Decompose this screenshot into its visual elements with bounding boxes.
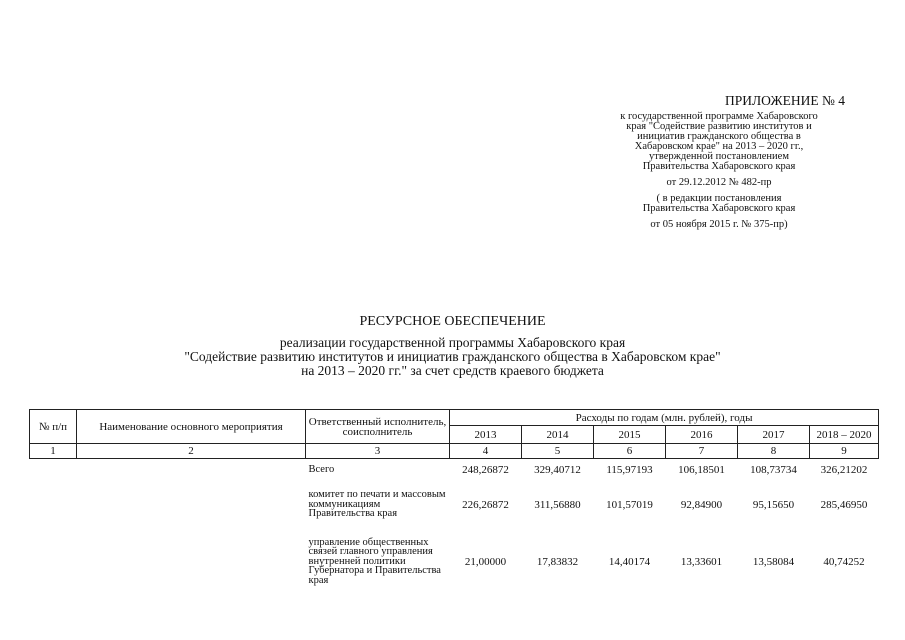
executor-cell: управление общественных связей главного управления внутренней политики Губернатора и Правительства края xyxy=(308,536,441,586)
index-row xyxy=(30,444,879,459)
value-cell: 21,00000 xyxy=(464,555,507,568)
edition-date: от 05 ноября 2015 г. № 375-пр) xyxy=(650,219,788,230)
executor-cell: комитет по печати и массовым коммуникациям Правительства края xyxy=(308,489,446,520)
value-cell: 13,33601 xyxy=(680,555,723,568)
appendix-line: инициатив гражданского общества в xyxy=(637,131,801,142)
value-cell: 108,73734 xyxy=(750,463,797,476)
subtitle-line: реализации государственной программы Хабаровского края xyxy=(279,335,626,350)
index-cell: 7 xyxy=(666,444,738,459)
header-year: 2013 xyxy=(450,426,522,444)
value-cell: 92,84900 xyxy=(680,498,723,511)
value-cell: 226,26872 xyxy=(462,498,509,511)
value-cell: 106,18501 xyxy=(678,463,725,476)
index-cell: 8 xyxy=(738,444,810,459)
index-cell: 9 xyxy=(810,444,879,459)
index-cell: 5 xyxy=(522,444,594,459)
subtitle-line: на 2013 – 2020 гг." за счет средств краевого бюджета xyxy=(301,363,604,378)
value-cell: 285,46950 xyxy=(820,498,868,511)
value-cell: 115,97193 xyxy=(606,463,653,476)
appendix-line: утвержденной постановлением xyxy=(649,151,789,162)
value-cell: 14,40174 xyxy=(608,555,651,568)
executor-cell: Всего xyxy=(308,464,335,475)
appendix-line: к государственной программе Хабаровского xyxy=(620,111,818,122)
appendix-date: от 29.12.2012 № 482-пр xyxy=(666,177,772,188)
appendix-line: Хабаровском крае" на 2013 – 2020 гг., xyxy=(634,141,804,152)
value-cell: 326,21202 xyxy=(820,463,868,476)
value-cell: 101,57019 xyxy=(606,498,653,511)
value-cell: 329,40712 xyxy=(534,463,581,476)
header-year: 2016 xyxy=(666,426,738,444)
header-executor: Ответственный исполнитель, соисполнитель xyxy=(306,410,450,444)
value-cell: 17,83832 xyxy=(536,555,579,568)
index-cell: 1 xyxy=(30,444,77,459)
table-row xyxy=(30,529,879,595)
document-title: РЕСУРСНОЕ ОБЕСПЕЧЕНИЕ xyxy=(359,314,546,329)
appendix-title: ПРИЛОЖЕНИЕ № 4 xyxy=(724,93,845,108)
subtitle-line: "Содействие развитию институтов и инициатив гражданского общества в Хабаровском крае" xyxy=(184,349,721,364)
index-cell: 3 xyxy=(306,444,450,459)
index-cell: 6 xyxy=(594,444,666,459)
table-row xyxy=(30,459,879,481)
value-cell: 95,15650 xyxy=(752,498,795,511)
value-cell: 248,26872 xyxy=(462,463,509,476)
resource-table xyxy=(29,409,879,595)
edition-line: ( в редакции постановления xyxy=(656,193,782,204)
header-num: № п/п xyxy=(30,410,77,444)
header-year: 2014 xyxy=(522,426,594,444)
document-subtitle xyxy=(0,336,905,378)
header-year: 2017 xyxy=(738,426,810,444)
header-expenses: Расходы по годам (млн. рублей), годы xyxy=(450,410,879,426)
value-cell: 40,74252 xyxy=(823,555,865,568)
appendix-line: края "Содействие развитию институтов и xyxy=(626,121,812,132)
value-cell: 13,58084 xyxy=(752,555,795,568)
header-year: 2015 xyxy=(594,426,666,444)
edition-line: Правительства Хабаровского края xyxy=(642,203,796,214)
appendix-block xyxy=(569,93,869,230)
table-row xyxy=(30,481,879,529)
header-year: 2018 – 2020 xyxy=(810,426,879,444)
index-cell: 2 xyxy=(77,444,306,459)
value-cell: 311,56880 xyxy=(534,498,581,511)
header-name: Наименование основного мероприятия xyxy=(77,410,306,444)
appendix-line: Правительства Хабаровского края xyxy=(642,161,796,172)
index-cell: 4 xyxy=(450,444,522,459)
